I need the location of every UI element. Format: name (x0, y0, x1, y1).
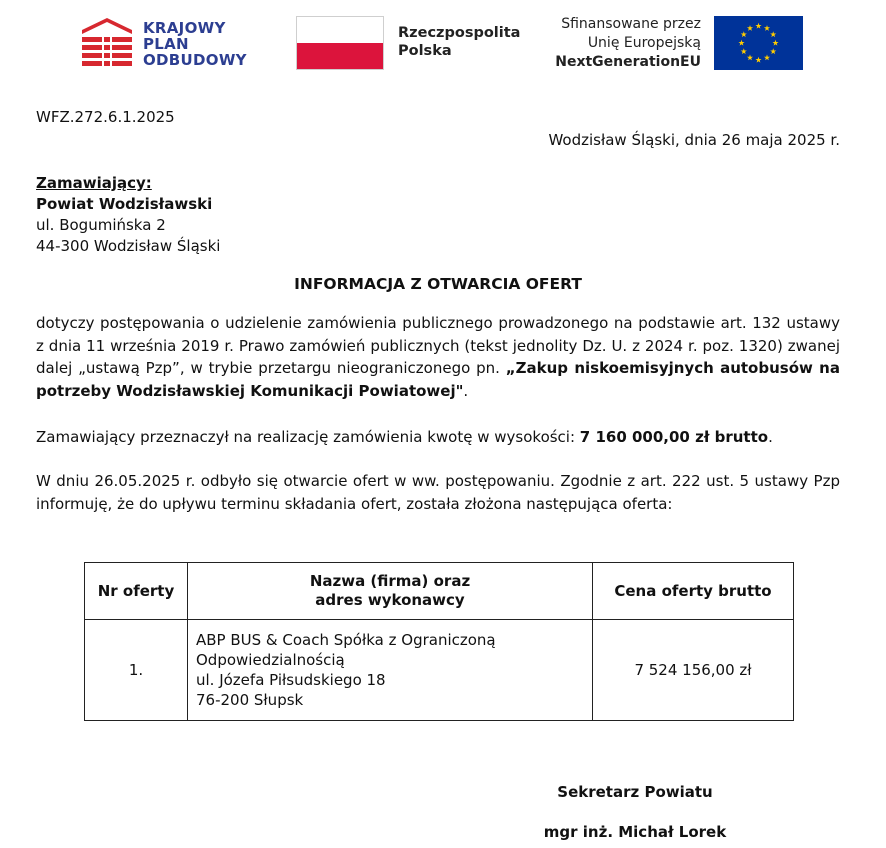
buyer-street: ul. Bogumińska 2 (36, 216, 166, 234)
contractor-line: 76-200 Słupsk (196, 691, 304, 709)
eu-line: Unię Europejską (587, 35, 701, 51)
contractor-line: Odpowiedzialnością (196, 651, 345, 669)
kpo-line: KRAJOWY (143, 19, 226, 37)
signature-name: mgr inż. Michał Lorek (543, 823, 727, 841)
offer-price: 7 524 156,00 zł (593, 620, 794, 721)
signature-role: Sekretarz Powiatu (557, 783, 713, 801)
buyer-name: Powiat Wodzisławski (36, 195, 213, 213)
kpo-line: ODBUDOWY (143, 51, 247, 69)
paragraph-end: . (768, 428, 773, 446)
reference-number: WFZ.272.6.1.2025 (36, 108, 175, 126)
paragraph-procedure (36, 312, 840, 402)
table-row (85, 620, 794, 721)
rp-line: Rzeczpospolita (398, 25, 521, 41)
logo-bar (0, 0, 886, 90)
paragraph-end: . (463, 381, 469, 400)
offer-contractor (188, 620, 593, 721)
rp-line: Polska (398, 43, 452, 59)
eu-line: NextGenerationEU (555, 54, 701, 70)
contractor-line: ul. Józefa Piłsudskiego 18 (196, 671, 386, 689)
kpo-line: PLAN (143, 35, 189, 53)
offer-nr: 1. (85, 620, 188, 721)
kpo-logo (80, 16, 280, 72)
place-date: Wodzisław Śląski, dnia 26 maja 2025 r. (548, 131, 840, 149)
header-nr: Nr oferty (85, 563, 188, 620)
eu-funding-text (555, 15, 701, 72)
buyer-city: 44-300 Wodzisław Śląski (36, 237, 221, 255)
procedure-name: „Zakup niskoemisyjnych autobusów na potrzeby Wodzisławskiej Komunikacji Powiatowej" (36, 359, 840, 400)
buyer-block (36, 173, 220, 257)
eu-flag-icon (714, 16, 803, 70)
paragraph-opening: W dniu 26.05.2025 r. odbyło się otwarcie ofert w ww. postępowaniu. Zgodnie z art. 222 ust. 5 ustawy Pzp informuję, że do upływu terminu składania ofert, została złożona następująca oferta: (36, 472, 840, 513)
header-name-line: Nazwa (firma) oraz (309, 572, 471, 590)
paragraph-text: Zamawiający przeznaczył na realizację zamówienia kwotę w wysokości: (36, 428, 580, 446)
budget-amount: 7 160 000,00 zł brutto (579, 428, 769, 446)
kpo-logo-mark-icon (80, 16, 134, 70)
poland-flag-icon (296, 16, 384, 70)
kpo-logo-text (143, 20, 247, 68)
contractor-line: ABP BUS & Coach Spółka z Ograniczoną (196, 631, 496, 649)
offers-table (84, 562, 794, 721)
paragraph-budget (36, 426, 840, 449)
paragraph-text: dotyczy postępowania o udzielenie zamówienia publicznego prowadzonego na podstawie art. 132 ustawy z dnia 11 września 2019 r. Prawo zamówień publicznych (tekst jednolity Dz. U. z 2024 r. poz. 1320) zwanej dalej „ustawą Pzp”, w trybie przetargu nieograniczonego pn. (36, 314, 840, 377)
table-header-row (85, 563, 794, 620)
header-name-line: adres wykonawcy (315, 591, 465, 609)
buyer-heading: Zamawiający: (36, 174, 152, 192)
document-title: INFORMACJA Z OTWARCIA OFERT (294, 275, 582, 293)
eu-line: Sfinansowane przez (561, 16, 701, 32)
rp-logo-text (398, 24, 520, 60)
header-price: Cena oferty brutto (593, 563, 794, 620)
header-name (188, 563, 593, 620)
